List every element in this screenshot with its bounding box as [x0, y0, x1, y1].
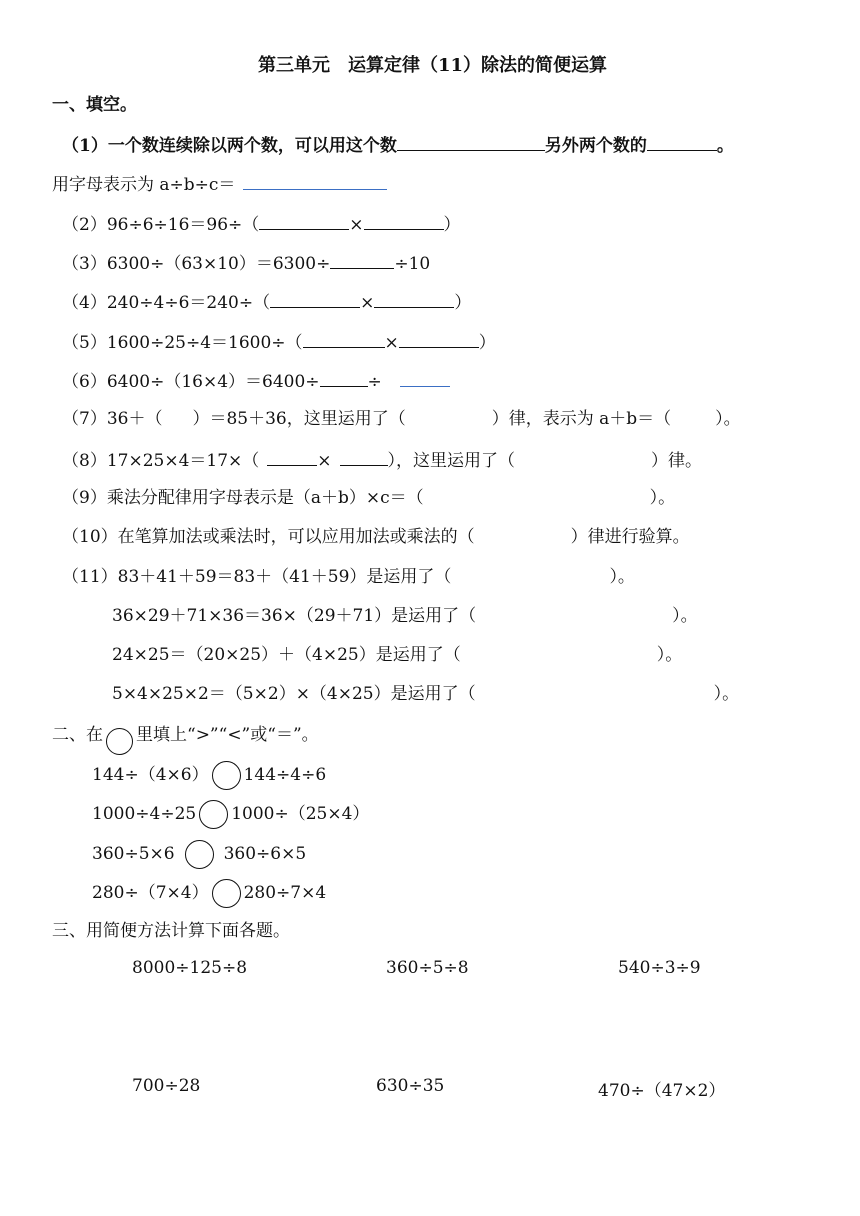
- q5-text-a: （5）1600÷25÷4＝1600÷（: [62, 333, 303, 353]
- q7-text-a: （7）36＋（: [62, 409, 163, 429]
- question-6: [62, 368, 450, 394]
- compare-4-left: 280÷（7×4）: [92, 883, 209, 903]
- question-11-line-1: [62, 565, 635, 589]
- calc-problem-5: 630÷35: [376, 1076, 445, 1096]
- q8-text-c: ），这里运用了（: [387, 451, 516, 471]
- circle-icon: [106, 728, 133, 755]
- q2-text-b: ×: [349, 215, 364, 235]
- calc-problem-3: 540÷3÷9: [618, 958, 701, 978]
- q6-blank-2[interactable]: [400, 368, 450, 387]
- question-7: [62, 407, 741, 431]
- question-10: [62, 525, 690, 549]
- compare-row-2: [92, 800, 369, 829]
- q10-text-b: ）律进行验算。: [570, 527, 690, 547]
- q2-blank-1[interactable]: [259, 211, 349, 230]
- section-3-heading: 三、用简便方法计算下面各题。: [52, 921, 290, 941]
- q1-blank-1[interactable]: [397, 132, 545, 151]
- compare-3-left: 360÷5×6: [92, 844, 175, 864]
- q11-2-text-b: ）。: [672, 606, 698, 626]
- question-1: [62, 132, 734, 158]
- q3-text-b: ÷10: [394, 254, 431, 274]
- question-11-line-3: [112, 643, 682, 667]
- q2-blank-2[interactable]: [364, 211, 444, 230]
- q4-blank-1[interactable]: [270, 289, 360, 308]
- section-2-heading: [52, 722, 319, 749]
- q11-3-text-a: 24×25＝（20×25）＋（4×25）是运用了（: [112, 645, 461, 665]
- q2-text-a: （2）96÷6÷16＝96÷（: [62, 215, 260, 235]
- question-2: [62, 211, 461, 237]
- calc-problem-1: 8000÷125÷8: [132, 958, 248, 978]
- compare-row-4: [92, 879, 326, 908]
- q2-text-c: ）: [443, 215, 461, 235]
- q8-blank-2[interactable]: [340, 447, 388, 466]
- compare-3-right: 360÷6×5: [223, 844, 307, 864]
- q9-text-b: ）。: [649, 488, 676, 508]
- calc-problem-6: 470÷（47×2）: [598, 1081, 726, 1101]
- page-title: 第三单元 运算定律（11）除法的简便运算: [258, 55, 608, 76]
- q5-text-b: ×: [384, 333, 399, 353]
- q4-text-b: ×: [360, 293, 375, 313]
- q7-text-d: ）。: [715, 409, 741, 429]
- calc-problem-2: 360÷5÷8: [386, 958, 469, 978]
- q6-text-b: ÷: [367, 372, 382, 392]
- q8-text-d: ）律。: [651, 451, 703, 471]
- q3-blank-1[interactable]: [330, 250, 394, 269]
- question-11-line-4: [112, 682, 739, 706]
- section-2-heading-b: 里填上“>”“<”或“＝”。: [136, 725, 319, 745]
- compare-row-3: [92, 840, 306, 869]
- q8-text-b: ×: [317, 451, 332, 471]
- q1-text-a: （1）一个数连续除以两个数，可以用这个数: [62, 136, 397, 156]
- compare-2-left: 1000÷4÷25: [92, 804, 197, 824]
- q6-text-a: （6）6400÷（16×4）＝6400÷: [62, 372, 320, 392]
- compare-3-circle[interactable]: [185, 840, 214, 869]
- section-2-heading-a: 二、在: [52, 725, 103, 745]
- q6-blank-1[interactable]: [320, 368, 368, 387]
- compare-1-left: 144÷（4×6）: [92, 765, 209, 785]
- q5-blank-2[interactable]: [399, 329, 479, 348]
- compare-1-circle[interactable]: [212, 761, 241, 790]
- compare-4-circle[interactable]: [212, 879, 241, 908]
- q8-blank-1[interactable]: [267, 447, 317, 466]
- compare-4-right: 280÷7×4: [243, 883, 327, 903]
- question-9: [62, 486, 675, 510]
- q11-2-text-a: 36×29＋71×36＝36×（29＋71）是运用了（: [112, 606, 477, 626]
- q11-1-text-b: ）。: [609, 567, 635, 587]
- compare-row-1: [92, 761, 326, 790]
- q9-text-a: （9）乘法分配律用字母表示是（a＋b）×c＝（: [62, 488, 424, 508]
- q4-blank-2[interactable]: [374, 289, 454, 308]
- section-1-heading: 一、填空。: [52, 95, 137, 115]
- question-4: [62, 289, 471, 315]
- q11-4-text-a: 5×4×25×2＝（5×2）×（4×25）是运用了（: [112, 684, 476, 704]
- compare-2-right: 1000÷（25×4）: [231, 804, 370, 824]
- q11-1-text-a: （11）83＋41＋59＝83＋（41＋59）是运用了（: [62, 567, 452, 587]
- q1-formula-text: 用字母表示为 a÷b÷c＝: [52, 175, 236, 195]
- q11-3-text-b: ）。: [656, 645, 683, 665]
- q1-text-c: 。: [716, 136, 734, 156]
- q3-text-a: （3）6300÷（63×10）＝6300÷: [62, 254, 331, 274]
- question-3: [62, 250, 430, 276]
- q4-text-a: （4）240÷4÷6＝240÷（: [62, 293, 271, 313]
- calc-problem-4: 700÷28: [132, 1076, 201, 1096]
- q1-formula-blank[interactable]: [243, 171, 387, 190]
- q5-blank-1[interactable]: [303, 329, 385, 348]
- q8-text-a: （8）17×25×4＝17×（: [62, 451, 260, 471]
- q7-text-b: ）＝85＋36，这里运用了（: [192, 409, 406, 429]
- q11-4-text-b: ）。: [713, 684, 740, 704]
- q1-text-b: 另外两个数的: [544, 136, 647, 156]
- q4-text-c: ）: [454, 293, 472, 313]
- q7-text-c: ）律，表示为 a＋b＝（: [491, 409, 672, 429]
- question-11-line-2: [112, 604, 698, 628]
- q1-blank-2[interactable]: [647, 132, 717, 151]
- q5-text-c: ）: [478, 333, 496, 353]
- compare-2-circle[interactable]: [199, 800, 228, 829]
- question-5: [62, 329, 496, 355]
- question-8: [62, 447, 702, 473]
- compare-1-right: 144÷4÷6: [243, 765, 327, 785]
- q10-text-a: （10）在笔算加法或乘法时，可以应用加法或乘法的（: [62, 527, 475, 547]
- question-1-formula: [52, 171, 387, 197]
